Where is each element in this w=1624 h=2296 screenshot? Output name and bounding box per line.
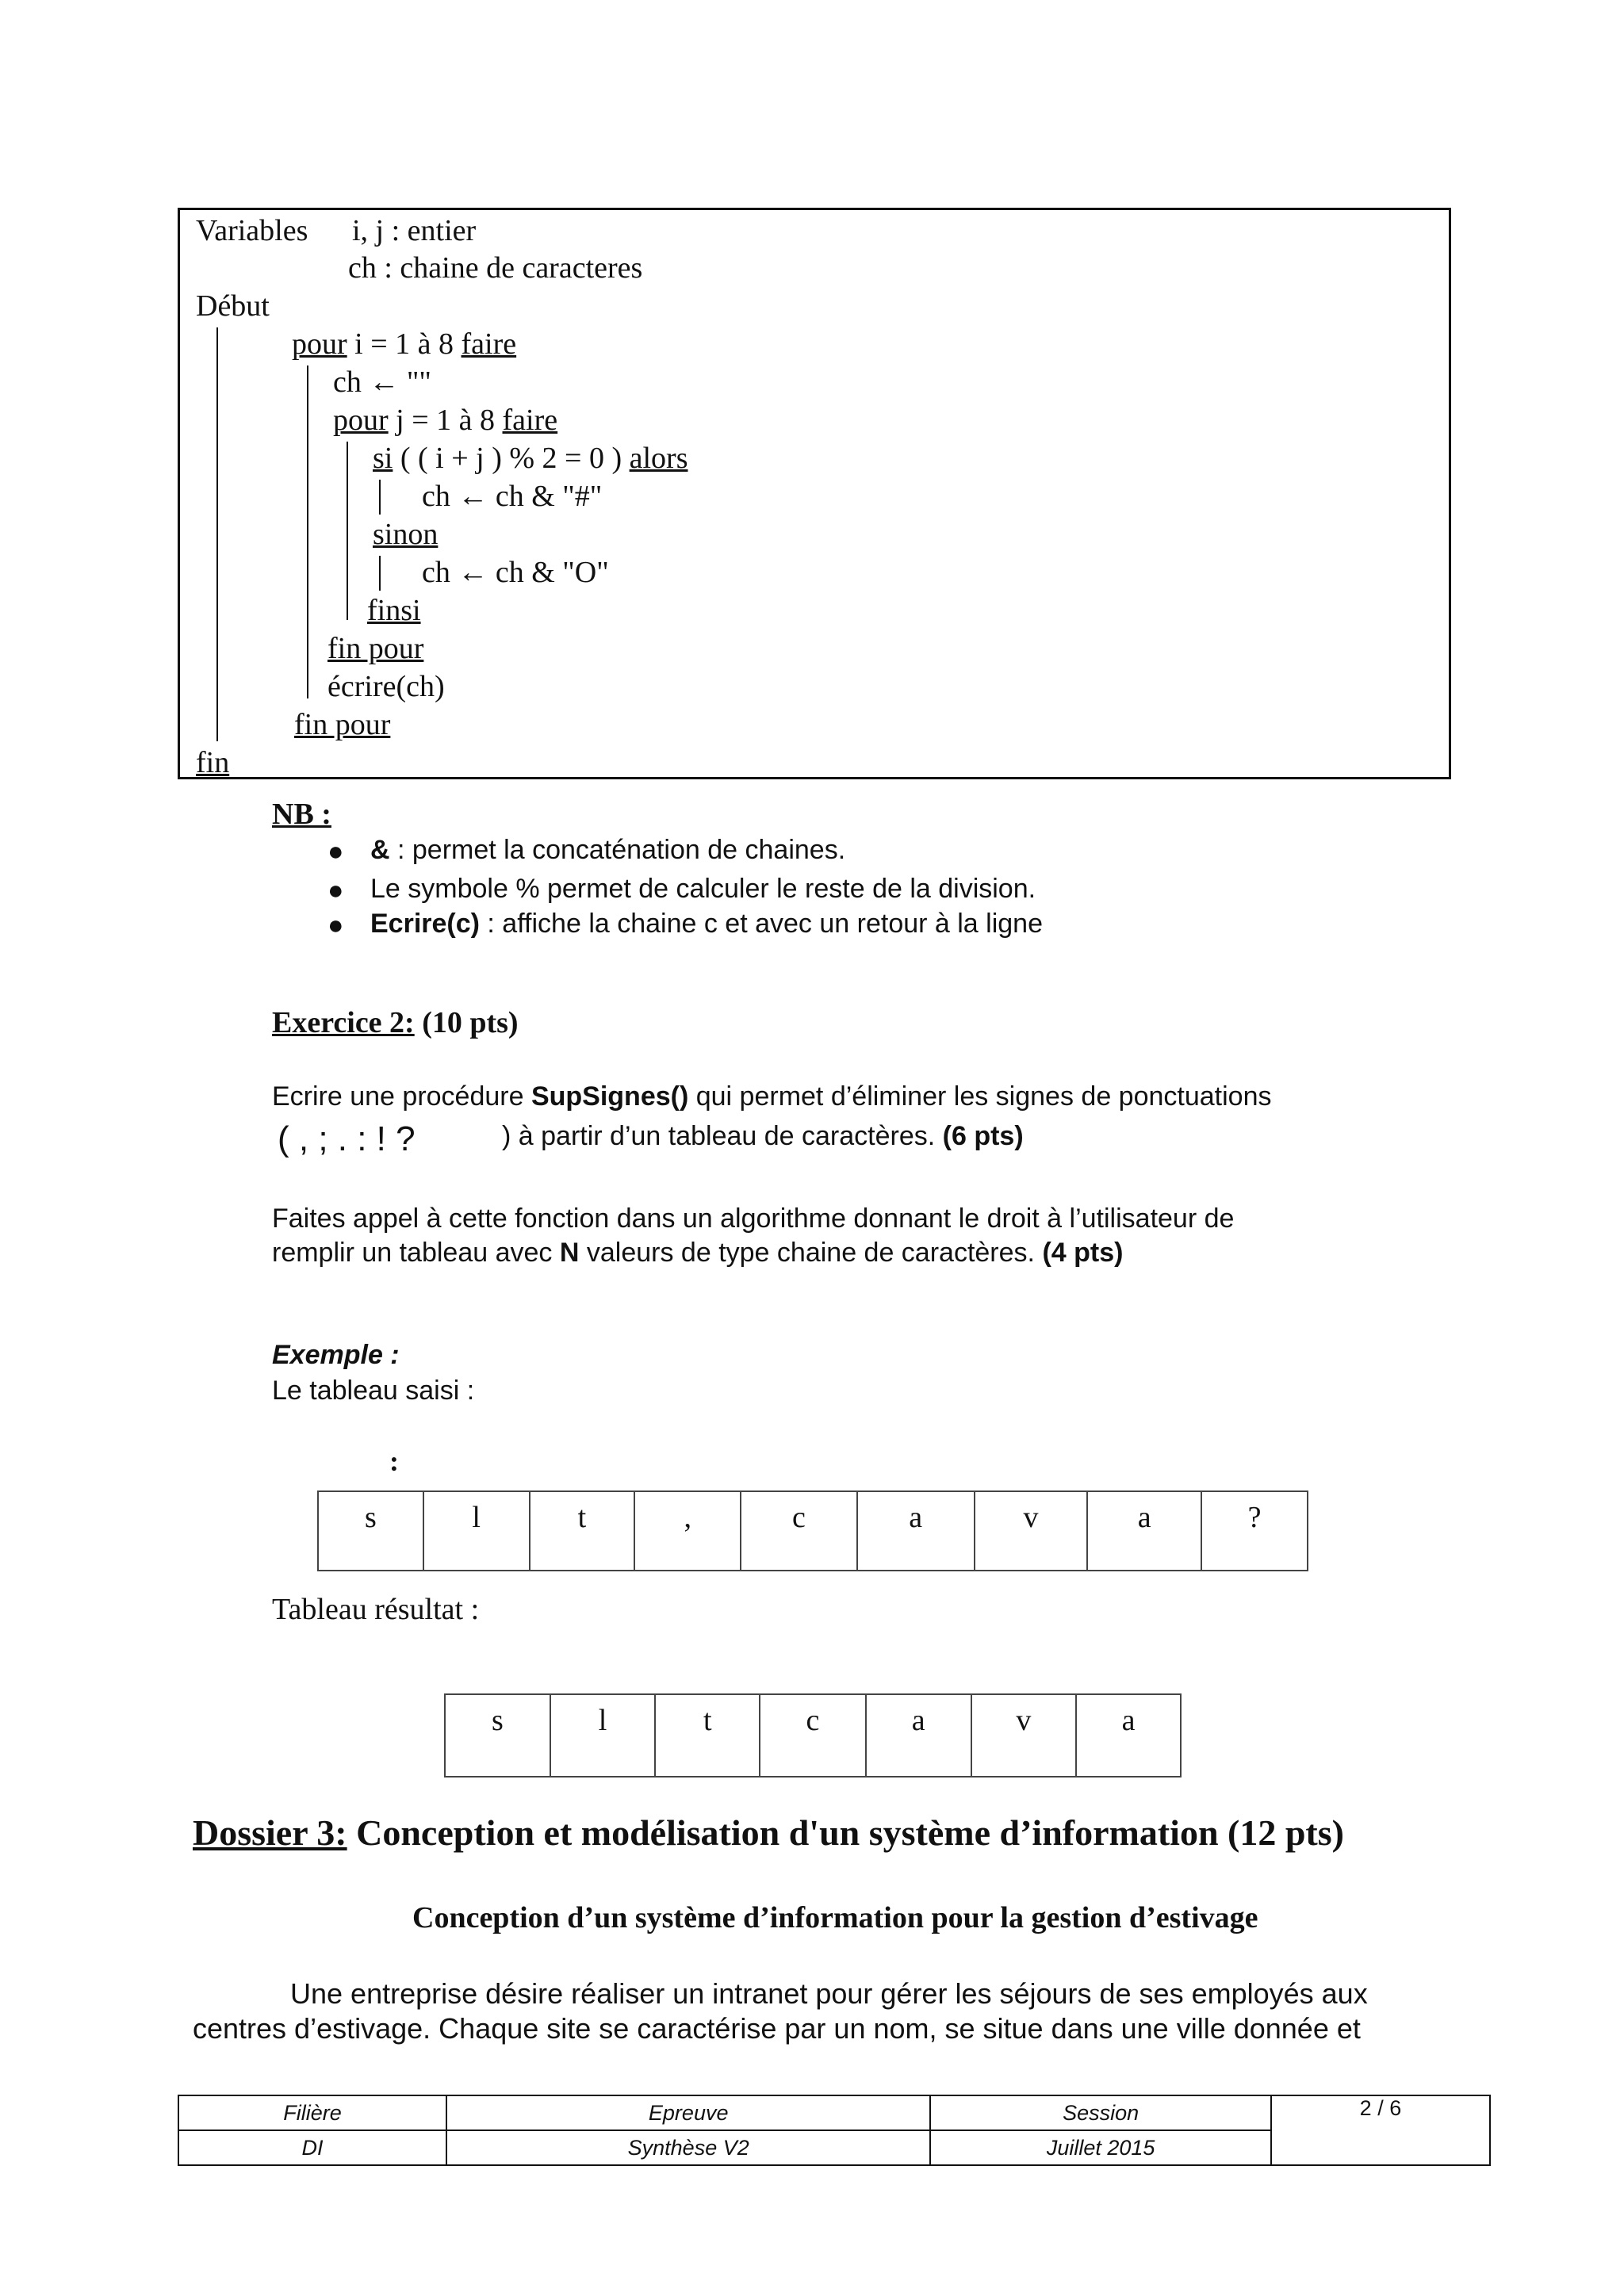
debut-keyword: Début	[196, 289, 270, 323]
si-line	[373, 441, 688, 476]
result-cell: a	[1076, 1694, 1181, 1777]
exercise2-para1-line1	[272, 1081, 1271, 1112]
footer-session-value: Juillet 2015	[930, 2130, 1271, 2165]
variables-ij: i, j : entier	[352, 214, 477, 247]
bullet-icon: ●	[327, 910, 344, 940]
outer-block-bar	[216, 327, 218, 741]
footer-epreuve-value: Synthèse V2	[446, 2130, 930, 2165]
dossier3-title: Conception et modélisation d'un système d’information (12 pts)	[347, 1812, 1344, 1853]
sinon-block-bar	[379, 556, 381, 591]
dossier3-heading	[193, 1812, 1344, 1854]
footer-session-header: Session	[930, 2095, 1271, 2130]
result-cell: l	[550, 1694, 656, 1777]
punctuation-signs: ( , ; . : ! ?	[278, 1119, 416, 1158]
exercise2-para2-line1: Faites appel à cette fonction dans un algorithme donnant le droit à l’utilisateur de	[272, 1203, 1235, 1234]
faire-j-keyword: faire	[502, 404, 558, 437]
footer-epreuve-header: Epreuve	[446, 2095, 930, 2130]
input-cell: s	[318, 1491, 423, 1571]
ch-o-line: ch ← ch & "O"	[422, 556, 609, 589]
dossier3-label: Dossier 3:	[193, 1812, 347, 1853]
footer-filiere-value: DI	[178, 2130, 446, 2165]
footer-page-number: 2 / 6	[1271, 2095, 1490, 2165]
ch-init-line: ch ← ""	[333, 365, 431, 399]
nb-bullet-3-text: : affiche la chaine c et avec un retour à la ligne	[479, 909, 1044, 939]
fin-keyword: fin	[196, 746, 230, 779]
result-cell: c	[760, 1694, 866, 1777]
p1-points: (6 pts)	[942, 1121, 1024, 1151]
fin-pour-i: fin pour	[294, 708, 391, 741]
exercise2-para2-line2	[272, 1238, 1123, 1269]
nb-bullet-2-text: Le symbole % permet de calculer le reste de la division.	[370, 874, 1036, 904]
fin-pour-j: fin pour	[327, 632, 424, 665]
dossier3-para-line2: centres d’estivage. Chaque site se caractérise par un nom, se situe dans une ville donnée et	[193, 2012, 1361, 2045]
pour-j-line	[333, 403, 557, 438]
finsi-keyword: finsi	[367, 594, 421, 627]
nb-bullet-3-bold: Ecrire(c)	[370, 909, 480, 939]
example-title: Exemple :	[272, 1340, 400, 1370]
pour-i-range: i = 1 à 8	[347, 327, 462, 361]
input-cell: t	[530, 1491, 635, 1571]
faire-keyword: faire	[461, 327, 517, 361]
pour-i-line	[292, 327, 516, 362]
exercise2-heading	[272, 1005, 519, 1040]
pour-j-block-bar	[347, 442, 348, 620]
ecrire-line: écrire(ch)	[327, 670, 445, 703]
colon-mark: :	[389, 1445, 399, 1477]
nb-bullet-1-bold: &	[370, 835, 390, 865]
input-cell: a	[857, 1491, 975, 1571]
example-input-label: Le tableau saisi :	[272, 1376, 475, 1406]
input-cell: ,	[634, 1491, 741, 1571]
pour-j-range: j = 1 à 8	[388, 404, 503, 437]
ch-hash-line: ch ← ch & "#"	[422, 480, 603, 513]
input-table	[317, 1490, 1308, 1571]
dossier3-subtitle: Conception d’un système d’information pour la gestion d’estivage	[412, 1901, 1258, 1934]
si-keyword: si	[373, 442, 393, 475]
sinon-keyword: sinon	[373, 518, 439, 551]
p2-before: remplir un tableau avec	[272, 1238, 560, 1268]
nb-bullet-3	[370, 909, 1043, 939]
input-cell: a	[1087, 1491, 1201, 1571]
p1-before: Ecrire une procédure	[272, 1081, 531, 1112]
result-cell: a	[866, 1694, 971, 1777]
footer-table	[178, 2095, 1491, 2166]
bullet-icon: ●	[327, 836, 344, 867]
variables-keyword: Variables	[196, 214, 308, 247]
exercise2-points: (10 pts)	[414, 1006, 519, 1039]
variables-ch: ch : chaine de caracteres	[348, 251, 643, 285]
nb-bullet-2	[370, 874, 1036, 905]
si-block-bar	[379, 480, 381, 515]
algorithm-box	[178, 208, 1451, 779]
p1-line2-text: ) à partir d’un tableau de caractères.	[502, 1121, 943, 1151]
input-cell: l	[423, 1491, 530, 1571]
exercise2-title: Exercice 2:	[272, 1006, 415, 1039]
p2-n: N	[559, 1238, 580, 1268]
nb-bullet-1-text: : permet la concaténation de chaines.	[389, 835, 846, 865]
p1-after: qui permet d’éliminer les signes de ponctuations	[688, 1081, 1272, 1112]
input-cell: ?	[1201, 1491, 1308, 1571]
result-cell: s	[445, 1694, 550, 1777]
bullet-icon: ●	[327, 875, 344, 905]
nb-title: NB :	[272, 798, 331, 831]
input-cell: c	[741, 1491, 857, 1571]
result-label: Tableau résultat :	[272, 1593, 480, 1626]
dossier3-para-line1: Une entreprise désire réaliser un intranet pour gérer les séjours de ses employés aux	[290, 1977, 1368, 2010]
result-cell: v	[971, 1694, 1077, 1777]
p2-after: valeurs de type chaine de caractères.	[579, 1238, 1043, 1268]
exercise2-para1-line2	[502, 1121, 1024, 1152]
si-condition: ( ( i + j ) % 2 = 0 )	[393, 442, 630, 475]
pour-keyword: pour	[292, 327, 347, 361]
p2-points: (4 pts)	[1042, 1238, 1124, 1268]
footer-filiere-header: Filière	[178, 2095, 446, 2130]
result-table	[444, 1693, 1182, 1777]
pour-i-block-bar	[307, 365, 308, 698]
result-cell: t	[655, 1694, 760, 1777]
pour-j-keyword: pour	[333, 404, 389, 437]
p1-procedure-name: SupSignes()	[530, 1081, 689, 1112]
input-cell: v	[975, 1491, 1088, 1571]
alors-keyword: alors	[629, 442, 688, 475]
nb-bullet-1	[370, 835, 845, 866]
